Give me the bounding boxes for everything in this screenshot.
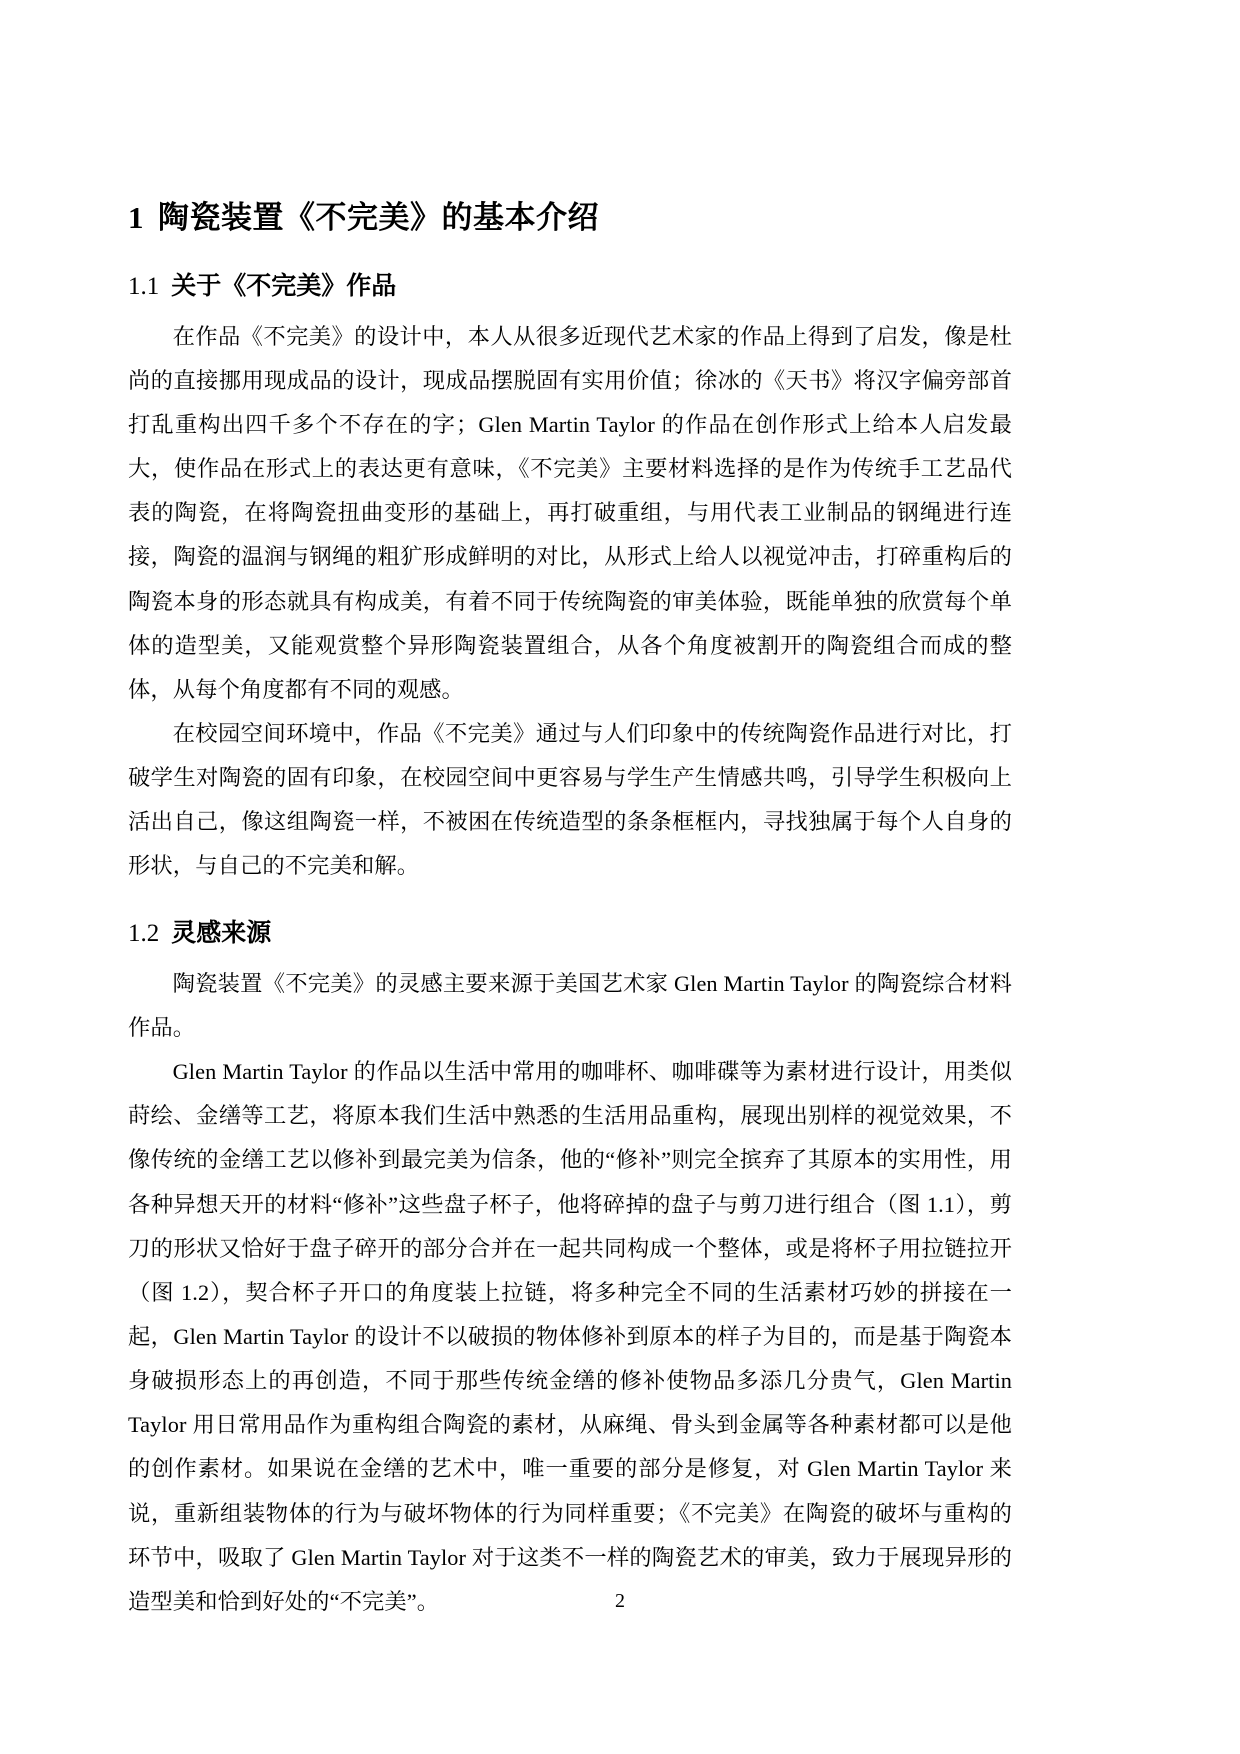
section-number: 1 (128, 200, 144, 235)
subsection-heading-1-1 (128, 268, 1012, 305)
subsection-title-text-1-2: 灵感来源 (171, 917, 272, 947)
paragraph-1-2-b: Glen Martin Taylor 的作品以生活中常用的咖啡杯、咖啡碟等为素材进行设计，用类似莳绘、金缮等工艺，将原本我们生活中熟悉的生活用品重构，展现出别样的视觉效果，不像传统的金缮工艺以修补到最完美为信条，他的“修补”则完全摈弃了其原本的实用性，用各种异想天开的材料“修补”这些盘子杯子，他将碎掉的盘子与剪刀进行组合（图 1.1），剪刀的形状又恰好于盘子碎开的部分合并在一起共同构成一个整体，或是将杯子用拉链拉开（图 1.2），契合杯子开口的角度装上拉链，将多种完全不同的生活素材巧妙的拼接在一起，Glen Martin Taylor 的设计不以破损的物体修补到原本的样子为目的，而是基于陶瓷本身破损形态上的再创造，不同于那些传统金缮的修补使物品多添几分贵气，Glen Martin Taylor 用日常用品作为重构组合陶瓷的素材，从麻绳、骨头到金属等各种素材都可以是他的创作素材。如果说在金缮的艺术中，唯一重要的部分是修复，对 Glen Martin Taylor 来说，重新组装物体的行为与破坏物体的行为同样重要；《不完美》在陶瓷的破坏与重构的环节中，吸取了 Glen Martin Taylor 对于这类不一样的陶瓷艺术的审美，致力于展现异形的造型美和恰到好处的“不完美”。 (128, 1059, 1012, 1614)
page-number: 2 (615, 1590, 625, 1612)
page-content (128, 195, 1012, 1624)
subsection-number-1-1: 1.1 (128, 272, 160, 300)
subsection-title-text-1-1: 关于《不完美》作品 (171, 270, 397, 300)
paragraph-1-1-b: 在校园空间环境中，作品《不完美》通过与人们印象中的传统陶瓷作品进行对比，打破学生对陶瓷的固有印象，在校园空间中更容易与学生产生情感共鸣，引导学生积极向上活出自己，像这组陶瓷一样，不被困在传统造型的条条框框内，寻找独属于每个人自身的形状，与自己的不完美和解。 (128, 721, 1012, 879)
page-title (128, 195, 1012, 242)
paragraph-1-2-a: 陶瓷装置《不完美》的灵感主要来源于美国艺术家 Glen Martin Taylor 的陶瓷综合材料作品。 (128, 970, 1012, 1040)
subsection-number-1-2: 1.2 (128, 919, 160, 947)
section-title-text: 陶瓷装置《不完美》的基本介绍 (158, 200, 599, 236)
subsection-heading-1-2 (128, 915, 1012, 952)
paragraph-1-1-a: 在作品《不完美》的设计中，本人从很多近现代艺术家的作品上得到了启发，像是杜尚的直接挪用现成品的设计，现成品摆脱固有实用价值；徐冰的《天书》将汉字偏旁部首打乱重构出四千多个不存在的字；Glen Martin Taylor 的作品在创作形式上给本人启发最大，使作品在形式上的表达更有意味，《不完美》主要材料选择的是作为传统手工艺品代表的陶瓷，在将陶瓷扭曲变形的基础上，再打破重组，与用代表工业制品的钢绳进行连接，陶瓷的温润与钢绳的粗犷形成鲜明的对比，从形式上给人以视觉冲击，打碎重构后的陶瓷本身的形态就具有构成美，有着不同于传统陶瓷的审美体验，既能单独的欣赏每个单体的造型美，又能观赏整个异形陶瓷装置组合，从各个角度被割开的陶瓷组合而成的整体，从每个角度都有不同的观感。 (128, 323, 1012, 702)
